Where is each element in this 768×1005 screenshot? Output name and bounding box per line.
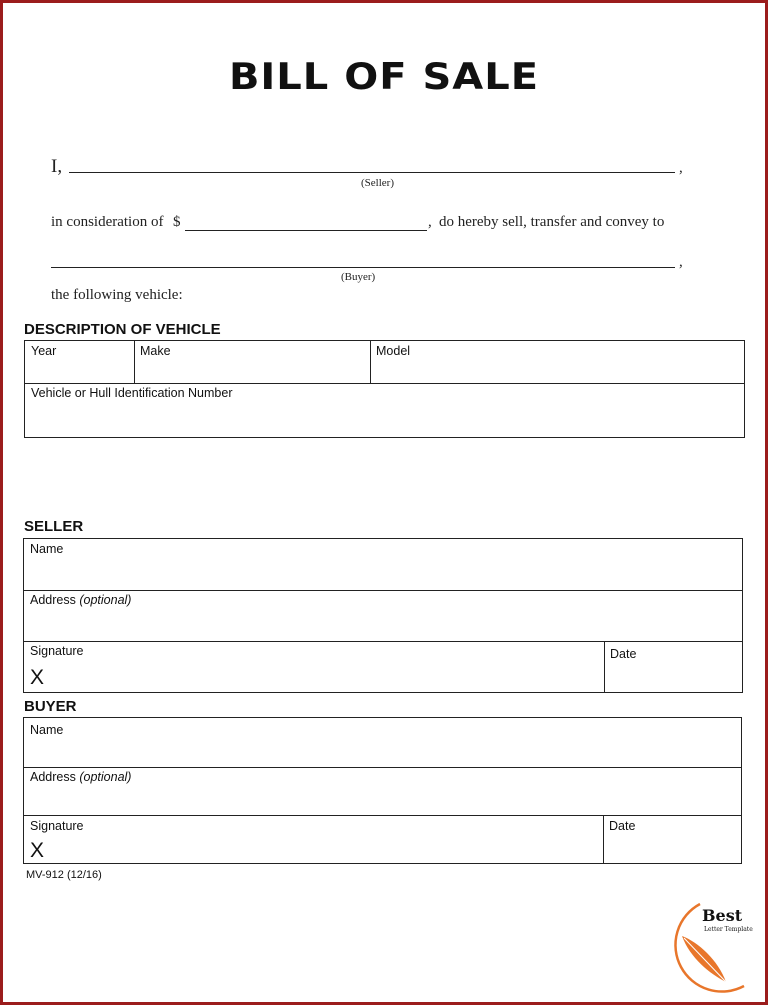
comma: , <box>679 254 683 270</box>
year-field[interactable]: Year <box>31 344 57 358</box>
address-label: Address <box>30 593 76 607</box>
vin-field[interactable]: Vehicle or Hull Identification Number <box>31 386 233 400</box>
seller-name-field[interactable]: Name <box>30 542 64 556</box>
seller-date-field[interactable]: Date <box>610 647 637 661</box>
buyer-heading: BUYER <box>24 698 77 715</box>
document-title: BILL OF SALE <box>228 55 540 99</box>
seller-signature-field[interactable]: Signature <box>30 644 84 658</box>
form-number: MV-912 (12/16) <box>26 869 102 881</box>
seller-heading: SELLER <box>24 518 84 535</box>
comma: , <box>679 160 683 176</box>
price-line[interactable] <box>185 230 427 231</box>
buyer-signature-mark: X <box>30 839 45 862</box>
make-field[interactable]: Make <box>140 344 171 358</box>
following-text: the following vehicle: <box>51 287 183 303</box>
comma: , <box>428 214 432 230</box>
convey-text: do hereby sell, transfer and convey to <box>439 214 665 230</box>
logo-line-1: Best <box>702 906 743 925</box>
buyer-date-field[interactable]: Date <box>609 819 636 833</box>
model-field[interactable]: Model <box>376 344 411 358</box>
seller-signature-mark: X <box>30 666 45 689</box>
buyer-address-field[interactable] <box>24 767 137 787</box>
seller-table <box>23 538 743 693</box>
buyer-signature-field[interactable]: Signature <box>30 819 84 833</box>
address-label: Address <box>30 770 76 784</box>
buyer-caption: (Buyer) <box>341 271 376 283</box>
seller-name-line[interactable] <box>69 172 675 173</box>
vehicle-table <box>24 340 745 438</box>
consideration-text: in consideration of <box>51 214 164 230</box>
i-label: I, <box>51 156 63 177</box>
buyer-name-field[interactable]: Name <box>30 723 64 737</box>
dollar-sign: $ <box>173 214 181 230</box>
optional-label: (optional) <box>79 770 132 784</box>
seller-caption: (Seller) <box>361 177 394 189</box>
buyer-name-line[interactable] <box>51 267 675 268</box>
feather-shaft <box>684 938 726 982</box>
best-letter-template-logo <box>660 898 760 998</box>
buyer-table <box>23 717 742 864</box>
logo-line-2: Letter Template <box>704 926 753 933</box>
seller-address-field[interactable] <box>24 590 137 610</box>
optional-label: (optional) <box>79 593 132 607</box>
vehicle-heading: DESCRIPTION OF VEHICLE <box>24 321 221 338</box>
